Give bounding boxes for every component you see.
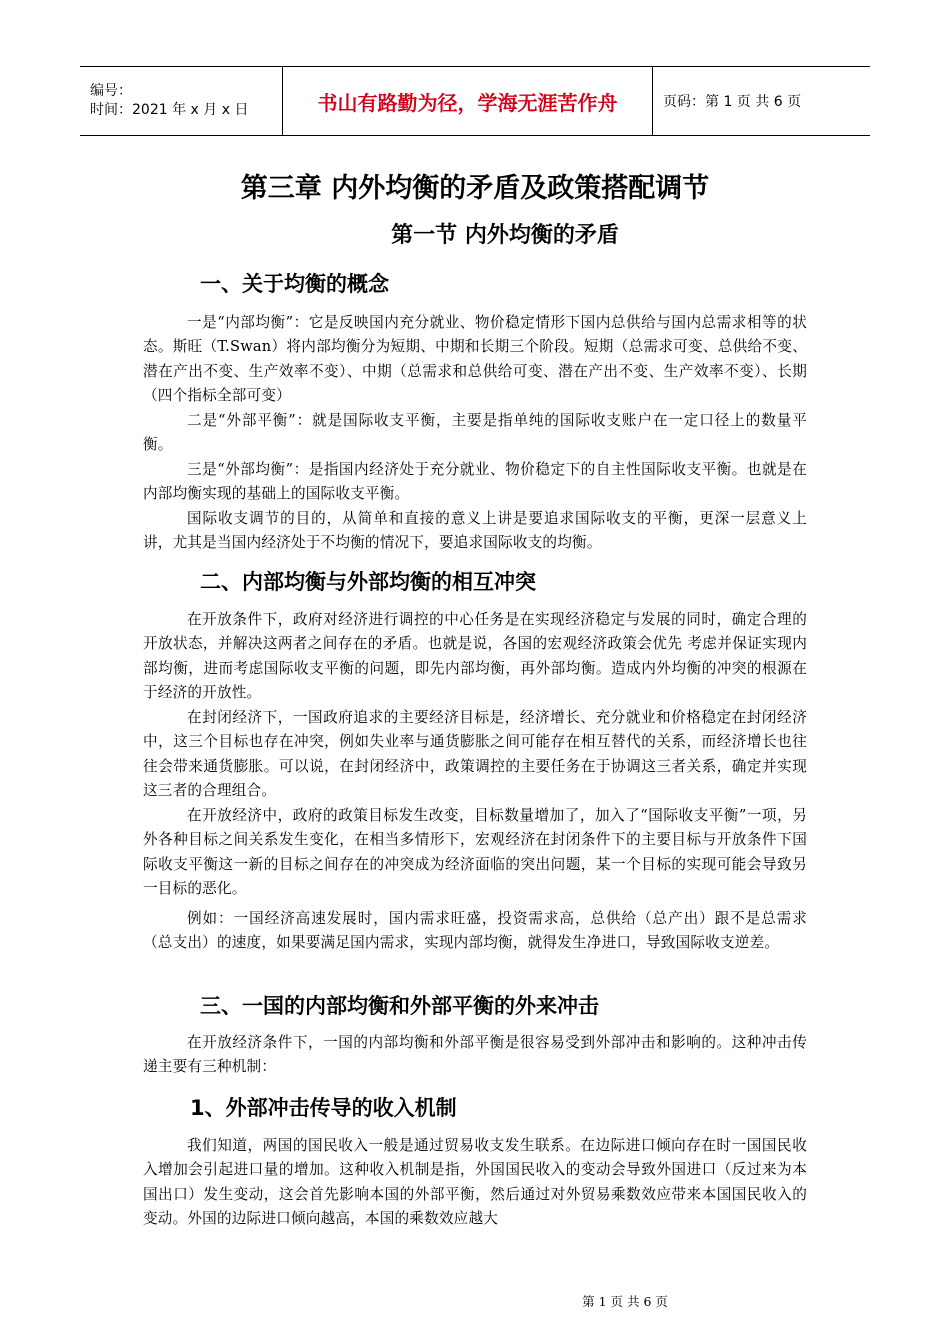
number-label: 编号： — [90, 83, 132, 99]
paragraph: 我们知道，两国的国民收入一般是通过贸易收支发生联系。在边际进口倾向存在时一国国民收入增加会引起进口量的增加。这种收入机制是指，外国国民收入的变动会导致外国进口（反过来为本国出口）发生变动，这会首先影响本国的外部平衡，然后通过对外贸易乘数效应带来本国国民收入的变动。外国的边际进口倾向越高，本国的乘数效应越大 — [143, 1137, 807, 1227]
header-motto — [283, 67, 653, 135]
paragraph: 在开放经济中，政府的政策目标发生改变，目标数量增加了，加入了“国际收支平衡”一项，另外各种目标之间关系发生变化，在相当多情形下，宏观经济在封闭条件下的主要目标与开放条件下国际收支平衡这一新的目标之间存在的冲突成为经济面临的突出问题，某一个目标的实现可能会导致另一目标的恶化。 — [143, 807, 807, 897]
paragraph: 在封闭经济下，一国政府追求的主要经济目标是，经济增长、充分就业和价格稳定在封闭经济中，这三个目标也存在冲突，例如失业率与通货膨胀之间可能存在相互替代的关系，而经济增长也往往会带来通货膨胀。可以说，在封闭经济中，政策调控的主要任务在于协调这三者关系，确定并实现这三者的合理组合。 — [143, 709, 807, 799]
paragraph: 例如：一国经济高速发展时，国内需求旺盛，投资需求高，总供给（总产出）跟不是总需求（总支出）的速度，如果要满足国内需求，实现内部均衡，就得发生净进口，导致国际收支逆差。 — [143, 910, 807, 952]
section-title: 第一节 内外均衡的矛盾 — [391, 223, 619, 248]
header-meta — [80, 67, 283, 135]
heading-3: 三、一国的内部均衡和外部平衡的外来冲击 — [200, 994, 599, 1018]
paragraph: 一是“内部均衡”：它是反映国内充分就业、物价稳定情形下国内总供给与国内总需求相等的状态。斯旺（T.Swan）将内部均衡分为短期、中期和长期三个阶段。短期（总需求可变、总供给不变、潜在产出不变、生产效率不变）、中期（总需求和总供给可变、潜在产出不变、生产效率不变）、长期（四个指标全部可变） — [143, 314, 807, 404]
time-label: 时间：2021 年 x 月 x 日 — [90, 102, 249, 118]
document-header — [80, 66, 870, 136]
chapter-title: 第三章 内外均衡的矛盾及政策搭配调节 — [240, 173, 710, 204]
heading-2: 二、内部均衡与外部均衡的相互冲突 — [200, 570, 536, 594]
heading-1: 一、关于均衡的概念 — [200, 272, 389, 296]
paragraph: 国际收支调节的目的，从简单和直接的意义上讲是要追求国际收支的平衡，更深一层意义上讲，尤其是当国内经济处于不均衡的情况下，要追求国际收支的均衡。 — [143, 510, 807, 552]
paragraph: 三是“外部均衡”：是指国内经济处于充分就业、物价稳定下的自主性国际收支平衡。也就是在内部均衡实现的基础上的国际收支平衡。 — [143, 461, 807, 503]
paragraph: 二是“外部平衡”：就是国际收支平衡，主要是指单纯的国际收支账户在一定口径上的数量平衡。 — [143, 412, 807, 454]
header-page-info — [653, 67, 870, 135]
paragraph: 在开放条件下，政府对经济进行调控的中心任务是在实现经济稳定与发展的同时，确定合理的开放状态，并解决这两者之间存在的矛盾。也就是说，各国的宏观经济政策会优先 考虑并保证实现内部均衡，进而考虑国际收支平衡的问题，即先内部均衡，再外部均衡。造成内外均衡的冲突的根源在于经济的开放性。 — [143, 611, 807, 701]
motto-text: 书山有路勤为径，学海无涯苦作舟 — [317, 90, 618, 115]
heading-4: 1、外部冲击传导的收入机制 — [190, 1096, 457, 1120]
paragraph: 在开放经济条件下，一国的内部均衡和外部平衡是很容易受到外部冲击和影响的。这种冲击传递主要有三种机制： — [143, 1034, 807, 1076]
page-info-text: 页码：第 1 页 共 6 页 — [663, 94, 802, 110]
page-footer: 第 1 页 共 6 页 — [582, 1294, 668, 1309]
